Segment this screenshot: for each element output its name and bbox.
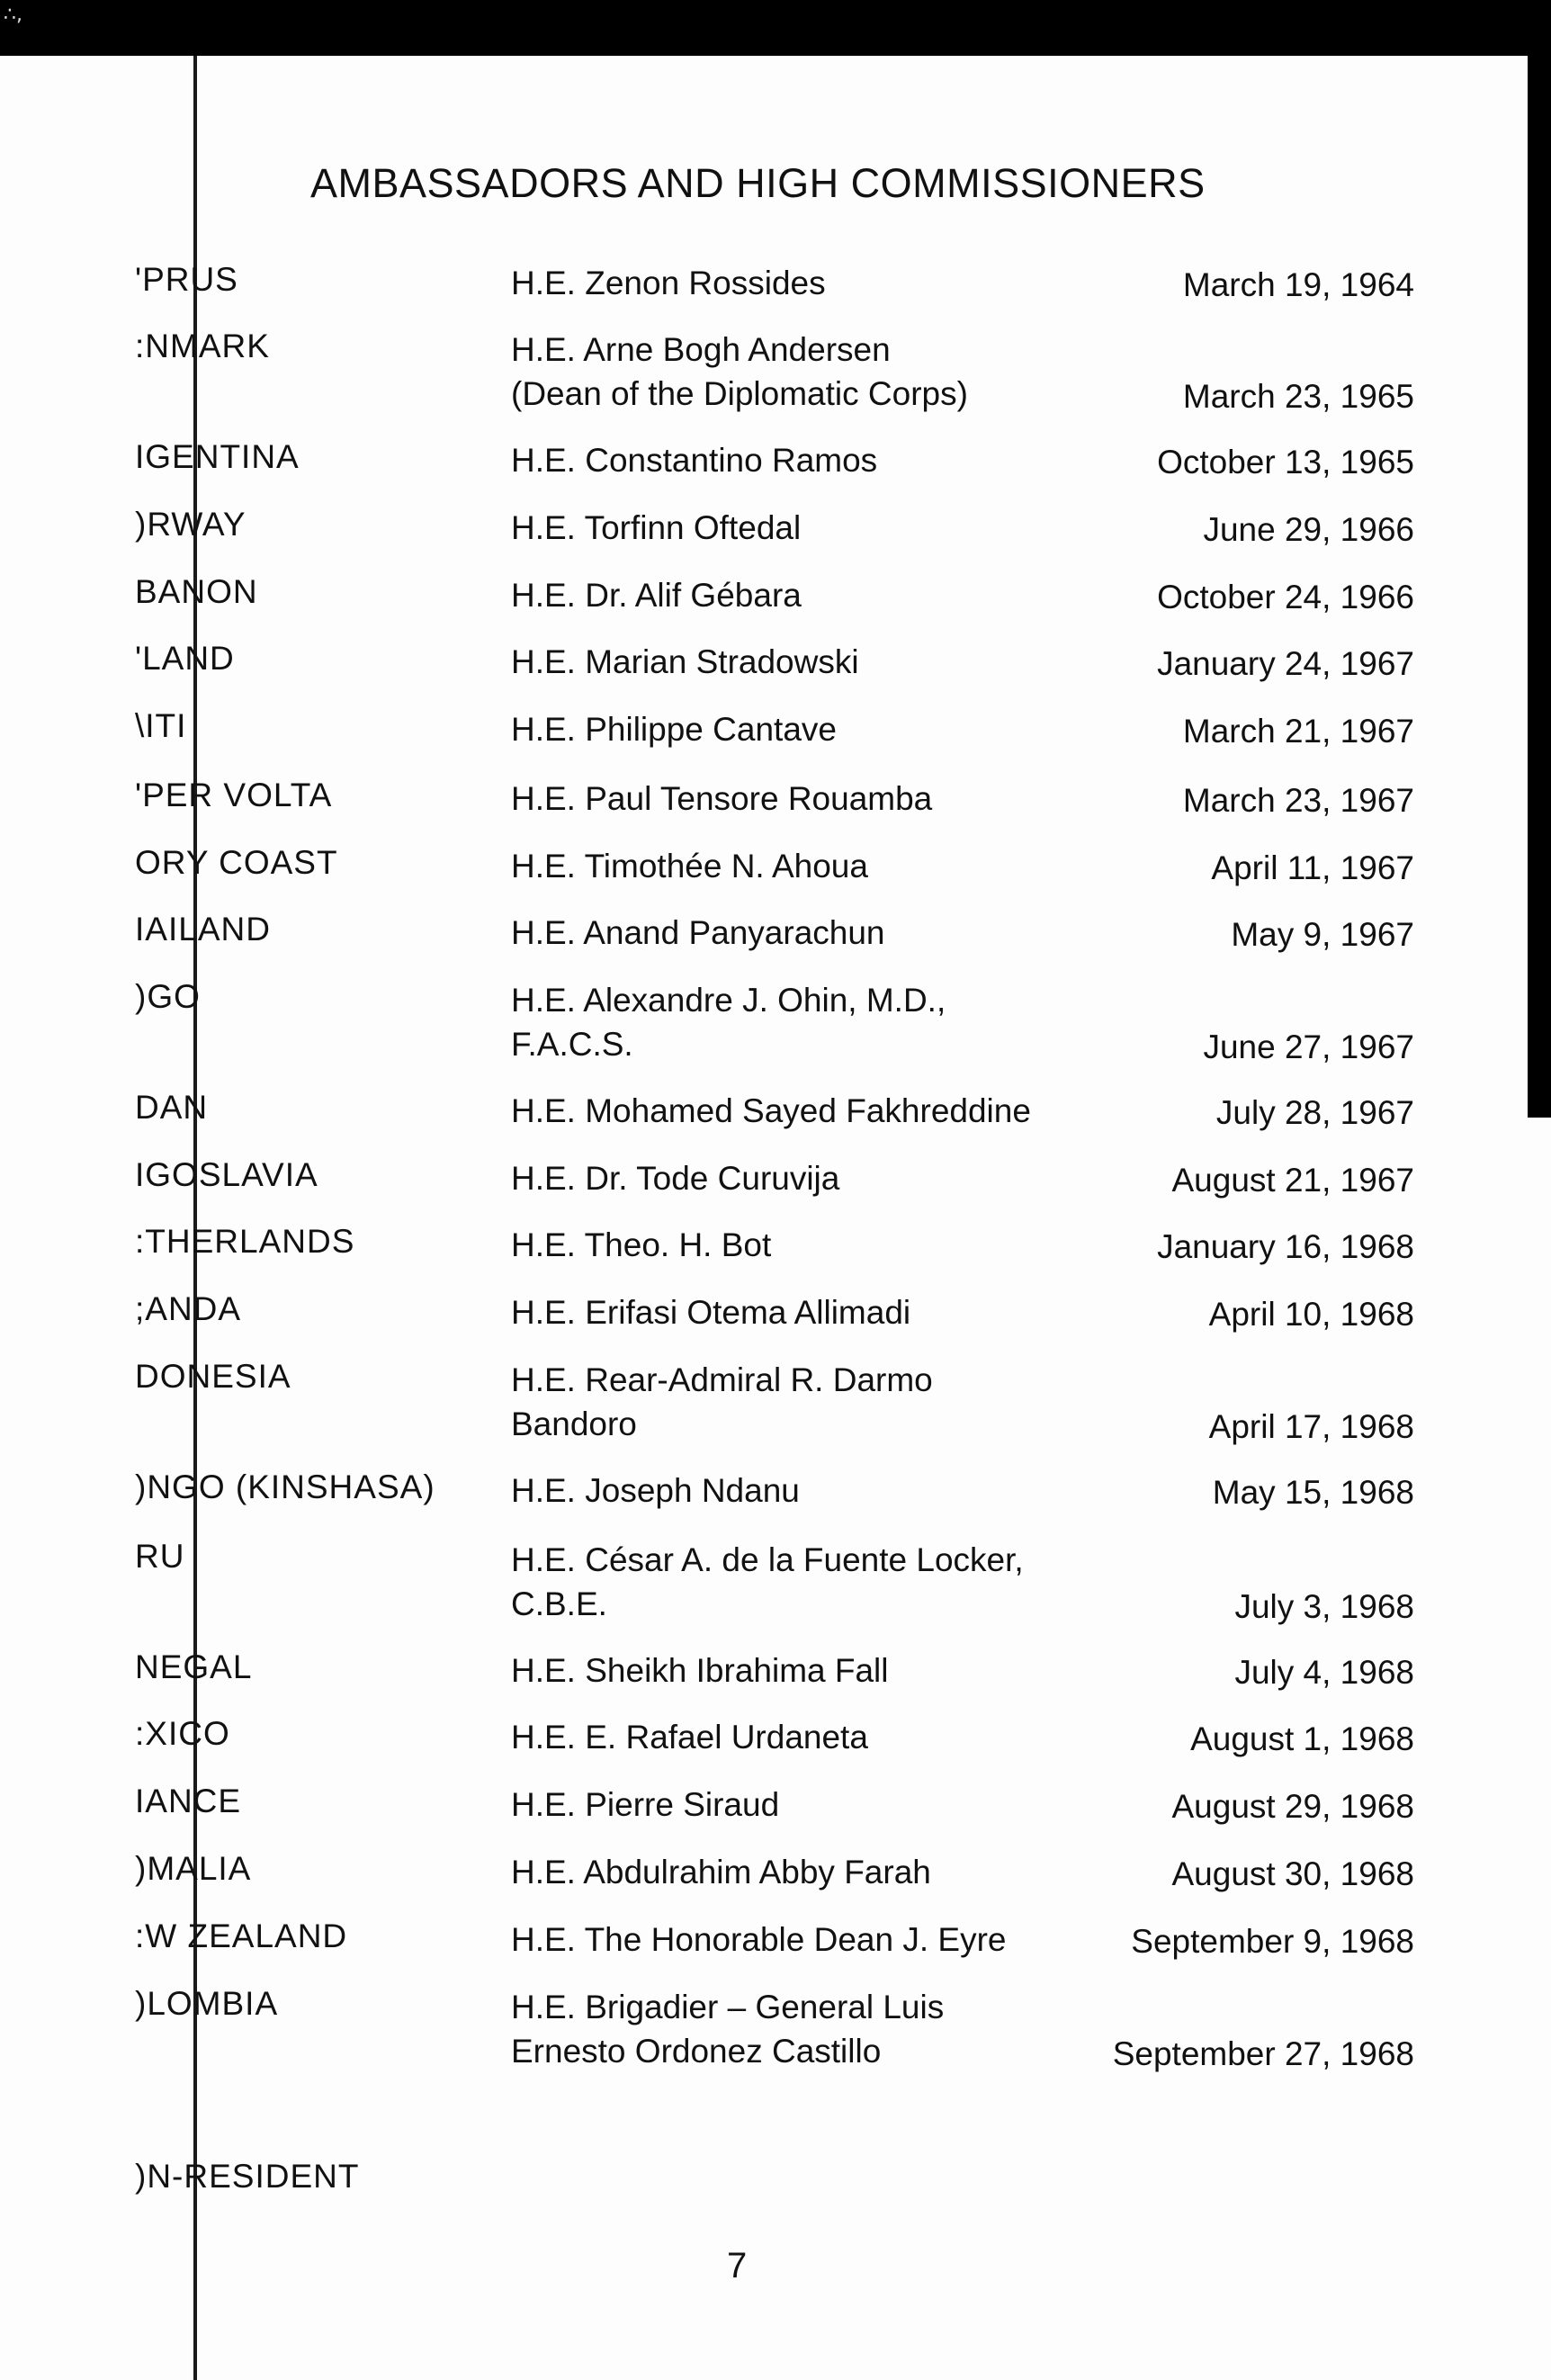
country-name: :THERLANDS	[135, 1223, 355, 1260]
country-name: 'LAND	[135, 640, 235, 677]
country-name: IGOSLAVIA	[135, 1156, 318, 1193]
credential-date: October 13, 1965	[1157, 444, 1414, 480]
page-number: 7	[727, 2246, 748, 2286]
ambassador-name: H.E. E. Rafael Urdaneta	[511, 1719, 868, 1756]
credential-date: August 30, 1968	[1171, 1855, 1414, 1892]
section-label: )N-RESIDENT	[135, 2158, 360, 2195]
country-name: ;ANDA	[135, 1290, 242, 1327]
credential-date: March 21, 1967	[1182, 713, 1414, 750]
country-name: ORY COAST	[135, 844, 338, 881]
credential-date: July 4, 1968	[1234, 1654, 1414, 1691]
ambassador-name: H.E. Sheikh Ibrahima Fall	[511, 1652, 889, 1689]
country-name: DONESIA	[135, 1358, 291, 1395]
credential-date: September 9, 1968	[1131, 1923, 1414, 1960]
credential-date: March 19, 1964	[1182, 266, 1414, 303]
country-name: )MALIA	[135, 1850, 252, 1887]
ambassador-name: H.E. César A. de la Fuente Locker, C.B.E.	[511, 1541, 1024, 1622]
country-name: IANCE	[135, 1783, 242, 1819]
credential-date: May 15, 1968	[1212, 1474, 1414, 1511]
credential-date: July 3, 1968	[1234, 1588, 1414, 1625]
ambassador-name: H.E. Timothée N. Ahoua	[511, 848, 868, 885]
country-name: :NMARK	[135, 328, 270, 364]
country-name: RU	[135, 1538, 185, 1575]
ambassador-name: H.E. Alexandre J. Ohin, M.D., F.A.C.S.	[511, 982, 946, 1063]
country-name: BANON	[135, 573, 258, 610]
ambassador-name: H.E. Theo. H. Bot	[511, 1226, 772, 1263]
credential-date: August 1, 1968	[1190, 1720, 1414, 1757]
credential-date: August 29, 1968	[1171, 1788, 1414, 1825]
ambassador-name: H.E. Zenon Rossides	[511, 265, 826, 301]
scan-edge-shadow	[1528, 56, 1551, 1118]
credential-date: October 24, 1966	[1157, 579, 1414, 615]
ambassador-name: H.E. Torfinn Oftedal	[511, 509, 802, 546]
country-name: NEGAL	[135, 1648, 253, 1685]
country-name: )GO	[135, 978, 201, 1015]
country-name: )LOMBIA	[135, 1985, 279, 2022]
country-name: )NGO (KINSHASA)	[135, 1468, 435, 1505]
credential-date: April 11, 1967	[1211, 849, 1414, 886]
ambassador-name: H.E. Arne Bogh Andersen (Dean of the Diplomatic Corps)	[511, 331, 968, 412]
ambassador-name: H.E. Pierre Siraud	[511, 1786, 780, 1823]
ambassador-name: H.E. Abdulrahim Abby Farah	[511, 1854, 931, 1891]
corner-scan-mark: ∴,	[4, 4, 22, 26]
country-name: 'PER VOLTA	[135, 777, 333, 813]
ambassador-name: H.E. Joseph Ndanu	[511, 1472, 800, 1509]
country-name: IAILAND	[135, 911, 271, 948]
credential-date: August 21, 1967	[1171, 1162, 1414, 1199]
ambassador-name: H.E. Anand Panyarachun	[511, 914, 885, 951]
ambassador-name: H.E. Erifasi Otema Allimadi	[511, 1294, 911, 1331]
ambassador-name: H.E. Brigadier – General Luis Ernesto Ordonez Castillo	[511, 1989, 945, 2070]
country-name: :W ZEALAND	[135, 1917, 348, 1954]
country-name: 'PRUS	[135, 261, 238, 298]
credential-date: March 23, 1965	[1182, 378, 1414, 415]
credential-date: January 16, 1968	[1157, 1228, 1414, 1265]
country-name: :XICO	[135, 1715, 230, 1752]
country-name: \ITI	[135, 707, 187, 744]
ambassador-name: H.E. The Honorable Dean J. Eyre	[511, 1921, 1007, 1958]
ambassador-name: H.E. Mohamed Sayed Fakhreddine	[511, 1092, 1031, 1129]
country-name: IGENTINA	[135, 438, 300, 475]
credential-date: April 10, 1968	[1208, 1296, 1414, 1333]
ambassador-name: H.E. Philippe Cantave	[511, 711, 837, 748]
credential-date: April 17, 1968	[1208, 1408, 1414, 1445]
page-title: AMBASSADORS AND HIGH COMMISSIONERS	[310, 160, 1206, 206]
credential-date: January 24, 1967	[1157, 645, 1414, 682]
ambassador-name: H.E. Marian Stradowski	[511, 643, 859, 680]
credential-date: July 28, 1967	[1215, 1094, 1414, 1131]
credential-date: May 9, 1967	[1231, 916, 1414, 953]
binding-line	[193, 56, 197, 2380]
ambassador-name: H.E. Constantino Ramos	[511, 442, 878, 479]
credential-date: June 27, 1967	[1203, 1028, 1414, 1065]
country-name: )RWAY	[135, 506, 247, 543]
ambassador-name: H.E. Dr. Alif Gébara	[511, 577, 802, 614]
ambassador-name: H.E. Paul Tensore Rouamba	[511, 780, 933, 817]
credential-date: March 23, 1967	[1182, 782, 1414, 819]
country-name: DAN	[135, 1089, 209, 1126]
ambassador-name: H.E. Dr. Tode Curuvija	[511, 1160, 840, 1197]
ambassador-name: H.E. Rear-Admiral R. Darmo Bandoro	[511, 1361, 933, 1442]
credential-date: June 29, 1966	[1203, 511, 1414, 548]
credential-date: September 27, 1968	[1112, 2035, 1414, 2072]
